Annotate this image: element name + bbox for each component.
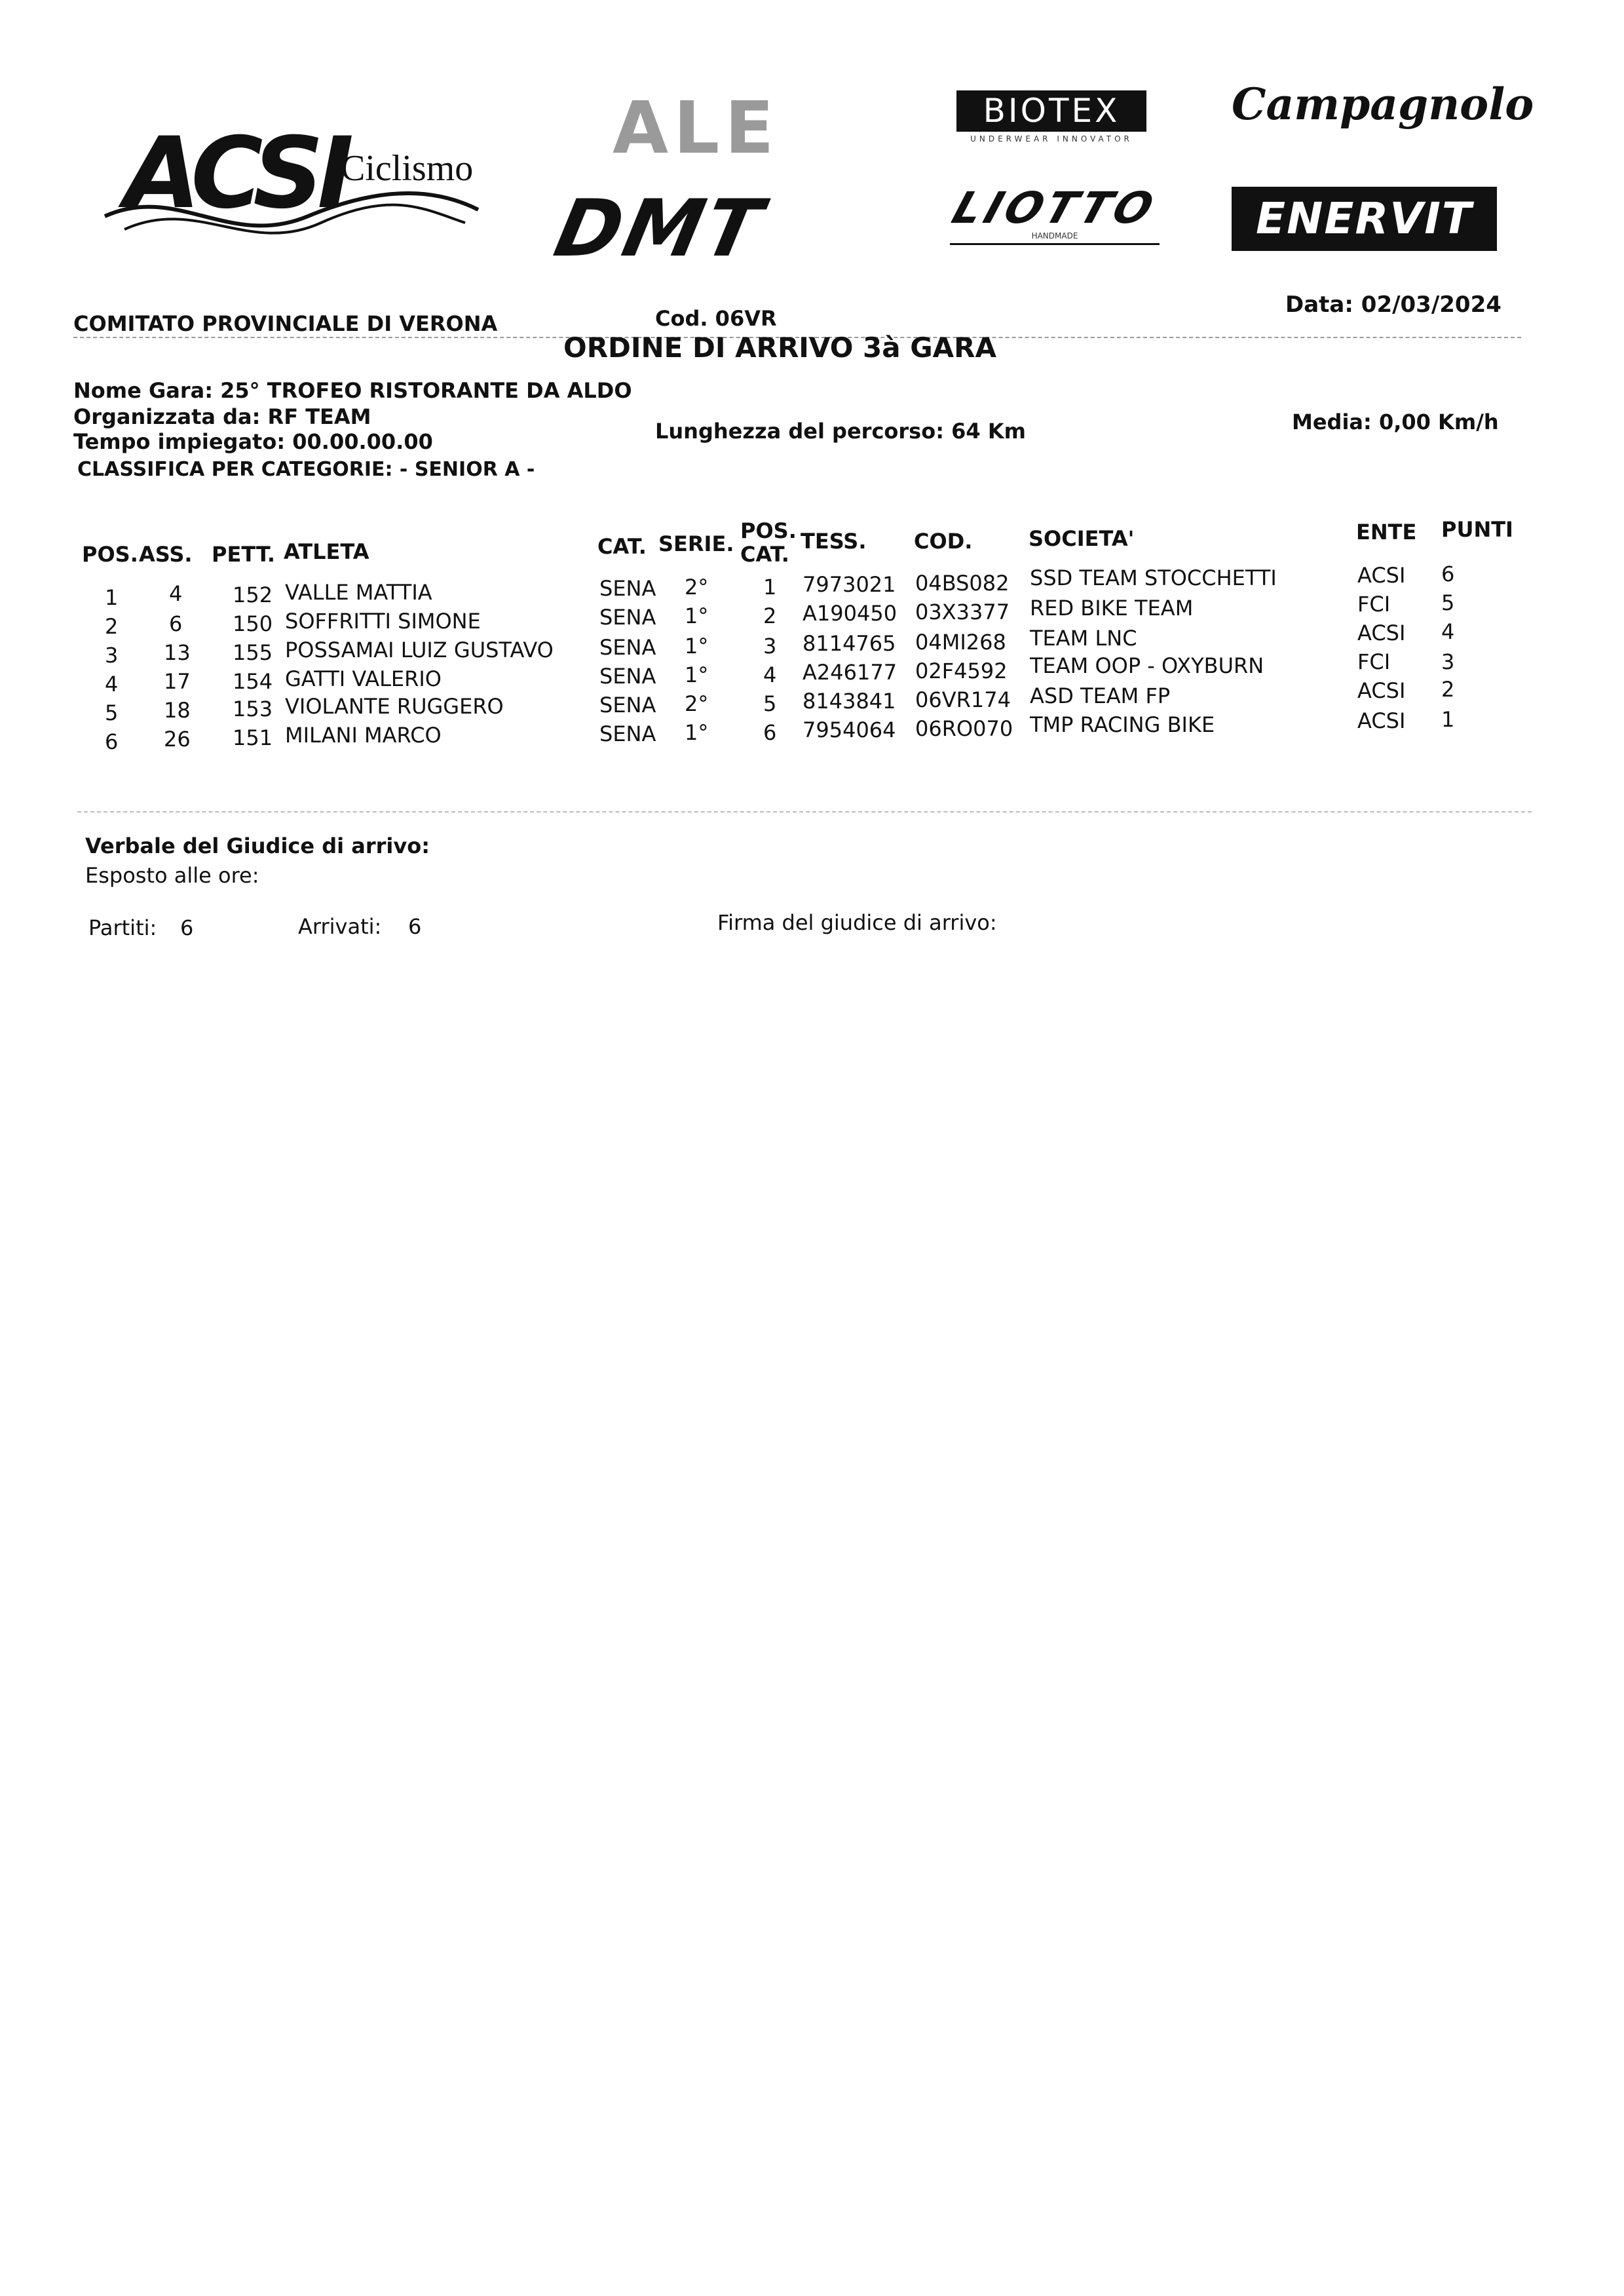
ale-logo: ALE — [613, 86, 780, 170]
cell-poscat: 5 — [763, 691, 777, 716]
cell-cat: SENA — [599, 693, 656, 718]
cell-ass: 17 — [164, 669, 191, 694]
cell-pos: 3 — [105, 643, 119, 668]
liotto-logo-tagline: HANDMADE — [1031, 231, 1078, 240]
cell-cod: 06VR174 — [915, 687, 1011, 712]
cell-ente: FCI — [1357, 592, 1391, 617]
liotto-logo-text: LIOTTO — [946, 183, 1163, 233]
cell-ass: 6 — [169, 611, 183, 636]
cell-pos: 6 — [105, 729, 119, 754]
cell-pett: 152 — [233, 583, 273, 607]
cell-pett: 154 — [233, 669, 273, 694]
cell-atleta: SOFFRITTI SIMONE — [285, 609, 481, 634]
col-header-ass: ASS. — [139, 542, 193, 567]
esposto-label: Esposto alle ore: — [85, 863, 259, 888]
cell-tess: 7973021 — [803, 572, 896, 597]
cell-cod: 04MI268 — [915, 630, 1006, 655]
cell-societa: TMP RACING BIKE — [1030, 712, 1215, 737]
cell-poscat: 2 — [763, 603, 777, 628]
cell-serie: 1° — [685, 662, 709, 687]
cell-pett: 151 — [233, 725, 273, 750]
col-header-poscat-bottom: CAT. — [740, 542, 789, 567]
enervit-logo: ENERVIT — [1232, 187, 1497, 251]
cell-poscat: 3 — [763, 634, 777, 659]
code: Cod. 06VR — [655, 306, 777, 331]
cell-punti: 2 — [1441, 677, 1455, 702]
arrivati-label: Arrivati: — [298, 914, 382, 939]
cell-serie: 2° — [685, 691, 709, 716]
cell-tess: A190450 — [803, 601, 897, 626]
acsi-logo-subtitle: Ciclismo — [341, 148, 474, 189]
col-header-cod: COD. — [914, 529, 973, 554]
cell-cod: 03X3377 — [915, 600, 1010, 624]
cell-societa: TEAM OOP - OXYBURN — [1030, 653, 1264, 678]
race-average: Media: 0,00 Km/h — [1292, 410, 1499, 434]
document-title: ORDINE DI ARRIVO 3à GARA — [563, 332, 997, 364]
acsi-swirl-graphic — [98, 177, 491, 249]
cell-societa: RED BIKE TEAM — [1030, 596, 1194, 621]
cell-ente: FCI — [1357, 649, 1391, 674]
cell-cat: SENA — [599, 721, 656, 746]
cell-pett: 155 — [233, 640, 273, 665]
cell-punti: 5 — [1441, 590, 1455, 615]
arrivati-value: 6 — [408, 914, 422, 939]
cell-cat: SENA — [599, 635, 656, 660]
race-name: Nome Gara: 25° TROFEO RISTORANTE DA ALDO — [73, 378, 632, 403]
cell-ente: ACSI — [1357, 708, 1406, 733]
biotex-logo-text: BIOTEX — [956, 90, 1146, 132]
cell-cat: SENA — [599, 664, 656, 689]
cell-pos: 4 — [105, 672, 119, 697]
cell-societa: SSD TEAM STOCCHETTI — [1030, 565, 1277, 590]
cell-societa: ASD TEAM FP — [1030, 683, 1171, 708]
cell-tess: 8143841 — [803, 689, 896, 714]
cell-poscat: 6 — [763, 720, 777, 745]
cell-societa: TEAM LNC — [1030, 626, 1137, 651]
cell-pos: 5 — [105, 700, 119, 725]
cell-serie: 1° — [685, 603, 709, 628]
cell-poscat: 1 — [763, 575, 777, 600]
cell-punti: 6 — [1441, 562, 1455, 586]
cell-serie: 1° — [685, 720, 709, 745]
cell-punti: 4 — [1441, 619, 1455, 644]
cell-ente: ACSI — [1357, 678, 1406, 703]
acsi-logo-text: ACSI — [124, 117, 348, 231]
cell-ass: 26 — [164, 727, 191, 752]
biotex-logo-tagline: UNDERWEAR INNOVATOR — [970, 134, 1133, 144]
cell-cod: 06RO070 — [915, 716, 1013, 741]
cell-ente: ACSI — [1357, 563, 1406, 588]
cell-pett: 153 — [233, 697, 273, 721]
verbale-heading: Verbale del Giudice di arrivo: — [85, 833, 430, 858]
cell-tess: 8114765 — [803, 631, 896, 656]
cell-atleta: VIOLANTE RUGGERO — [285, 694, 504, 719]
col-header-pos: POS. — [82, 542, 138, 567]
cell-ass: 18 — [164, 698, 191, 723]
cell-cod: 04BS082 — [915, 571, 1010, 596]
cell-punti: 3 — [1441, 649, 1455, 674]
cell-tess: 7954064 — [803, 718, 896, 742]
acsi-ciclismo-logo — [98, 118, 491, 249]
dmt-logo: DMT — [547, 183, 772, 275]
cell-atleta: MILANI MARCO — [285, 723, 442, 748]
col-header-pett: PETT. — [212, 542, 275, 567]
cell-cod: 02F4592 — [915, 659, 1008, 683]
cell-pett: 150 — [233, 611, 273, 636]
race-time: Tempo impiegato: 00.00.00.00 — [73, 429, 433, 454]
signature-label: Firma del giudice di arrivo: — [717, 910, 997, 935]
cell-atleta: VALLE MATTIA — [285, 580, 432, 605]
cell-serie: 1° — [685, 634, 709, 659]
committee-name: COMITATO PROVINCIALE DI VERONA — [73, 311, 498, 336]
col-header-cat: CAT. — [597, 534, 647, 559]
liotto-logo — [924, 183, 1186, 245]
cell-serie: 2° — [685, 575, 709, 600]
race-category: CLASSIFICA PER CATEGORIE: - SENIOR A - — [77, 458, 535, 481]
cell-atleta: GATTI VALERIO — [285, 666, 442, 691]
cell-pos: 1 — [105, 585, 119, 610]
race-organizer: Organizzata da: RF TEAM — [73, 404, 371, 429]
col-header-atleta: ATLETA — [284, 539, 369, 564]
cell-ente: ACSI — [1357, 621, 1406, 645]
partiti-value: 6 — [180, 915, 194, 940]
cell-ass: 4 — [169, 581, 183, 606]
cell-cat: SENA — [599, 605, 656, 630]
cell-ass: 13 — [164, 640, 191, 665]
col-header-ente: ENTE — [1356, 520, 1417, 545]
col-header-serie: SERIE. — [658, 531, 734, 556]
cell-tess: A246177 — [803, 660, 897, 685]
col-header-punti: PUNTI — [1441, 517, 1513, 542]
cell-atleta: POSSAMAI LUIZ GUSTAVO — [285, 638, 554, 662]
race-length: Lunghezza del percorso: 64 Km — [655, 419, 1026, 444]
table-divider — [77, 811, 1532, 813]
cell-punti: 1 — [1441, 707, 1455, 732]
liotto-logo-line — [950, 243, 1160, 245]
campagnolo-logo: Campagnolo — [1232, 79, 1534, 130]
cell-pos: 2 — [105, 614, 119, 639]
cell-cat: SENA — [599, 576, 656, 601]
col-header-societa: SOCIETA' — [1029, 526, 1135, 551]
partiti-label: Partiti: — [88, 915, 157, 940]
biotex-logo — [956, 90, 1146, 144]
col-header-tess: TESS. — [801, 529, 867, 554]
col-header-poscat-top: POS. — [740, 518, 797, 543]
date: Data: 02/03/2024 — [1285, 292, 1501, 318]
cell-poscat: 4 — [763, 662, 777, 687]
